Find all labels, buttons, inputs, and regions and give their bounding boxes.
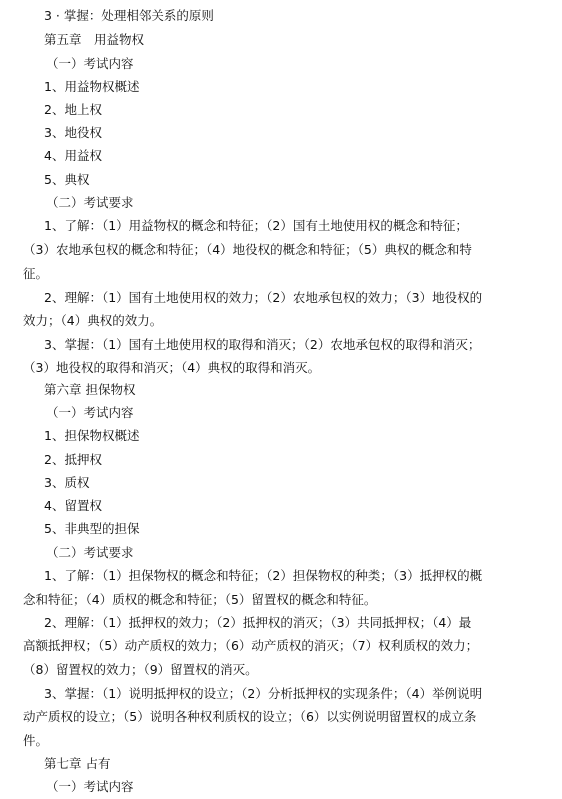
- section-heading: （二）考试要求: [46, 195, 134, 210]
- paragraph-line: 件。: [23, 733, 49, 748]
- paragraph-line: 效力；（4）典权的效力。: [23, 313, 163, 328]
- section-heading: （二）考试要求: [46, 545, 134, 560]
- paragraph-line: （3）地役权的取得和消灭；（4）典权的取得和消灭。: [23, 360, 321, 375]
- paragraph-line: 3、掌握：（1）国有土地使用权的取得和消灭；（2）农地承包权的取得和消灭；: [44, 337, 481, 352]
- paragraph-line: 征。: [23, 266, 49, 281]
- chapter-heading: 第五章 用益物权: [44, 32, 145, 47]
- list-item: 5、非典型的担保: [44, 521, 140, 536]
- section-heading: （一）考试内容: [46, 405, 134, 420]
- paragraph-line: （8）留置权的效力；（9）留置权的消灭。: [23, 662, 258, 677]
- paragraph-line: 2、理解：（1）抵押权的效力；（2）抵押权的消灭；（3）共同抵押权；（4）最: [44, 615, 472, 630]
- section-heading: （一）考试内容: [46, 56, 134, 71]
- paragraph-line: 动产质权的设立；（5）说明各种权利质权的设立；（6）以实例说明留置权的成立条: [23, 709, 477, 724]
- list-item: 1、担保物权概述: [44, 428, 140, 443]
- list-item: 2、地上权: [44, 102, 102, 117]
- list-item: 3、地役权: [44, 125, 102, 140]
- list-item: 5、典权: [44, 172, 90, 187]
- chapter-heading: 第六章 担保物权: [44, 382, 136, 397]
- list-item: 2、抵押权: [44, 452, 102, 467]
- paragraph-line: （3）农地承包权的概念和特征；（4）地役权的概念和特征；（5）典权的概念和特: [23, 242, 472, 257]
- list-item: 3、质权: [44, 475, 90, 490]
- list-item: 4、用益权: [44, 148, 102, 163]
- list-item: 1、用益物权概述: [44, 79, 140, 94]
- paragraph-line: 2、理解：（1）国有土地使用权的效力；（2）农地承包权的效力；（3）地役权的: [44, 290, 483, 305]
- paragraph-line: 1、了解：（1）用益物权的概念和特征；（2）国有土地使用权的概念和特征；: [44, 218, 468, 233]
- paragraph-line: 3、掌握：（1）说明抵押权的设立；（2）分析抵押权的实现条件；（4）举例说明: [44, 686, 483, 701]
- chapter-heading: 第七章 占有: [44, 756, 111, 771]
- list-item: 4、留置权: [44, 498, 102, 513]
- text-line: 3 · 掌握：处理相邻关系的原则: [44, 8, 214, 23]
- paragraph-line: 念和特征；（4）质权的概念和特征；（5）留置权的概念和特征。: [23, 592, 377, 607]
- paragraph-line: 1、了解：（1）担保物权的概念和特征；（2）担保物权的种类；（3）抵押权的概: [44, 568, 483, 583]
- section-heading: （一）考试内容: [46, 779, 134, 794]
- paragraph-line: 高额抵押权；（5）动产质权的效力；（6）动产质权的消灭；（7）权利质权的效力；: [23, 638, 479, 653]
